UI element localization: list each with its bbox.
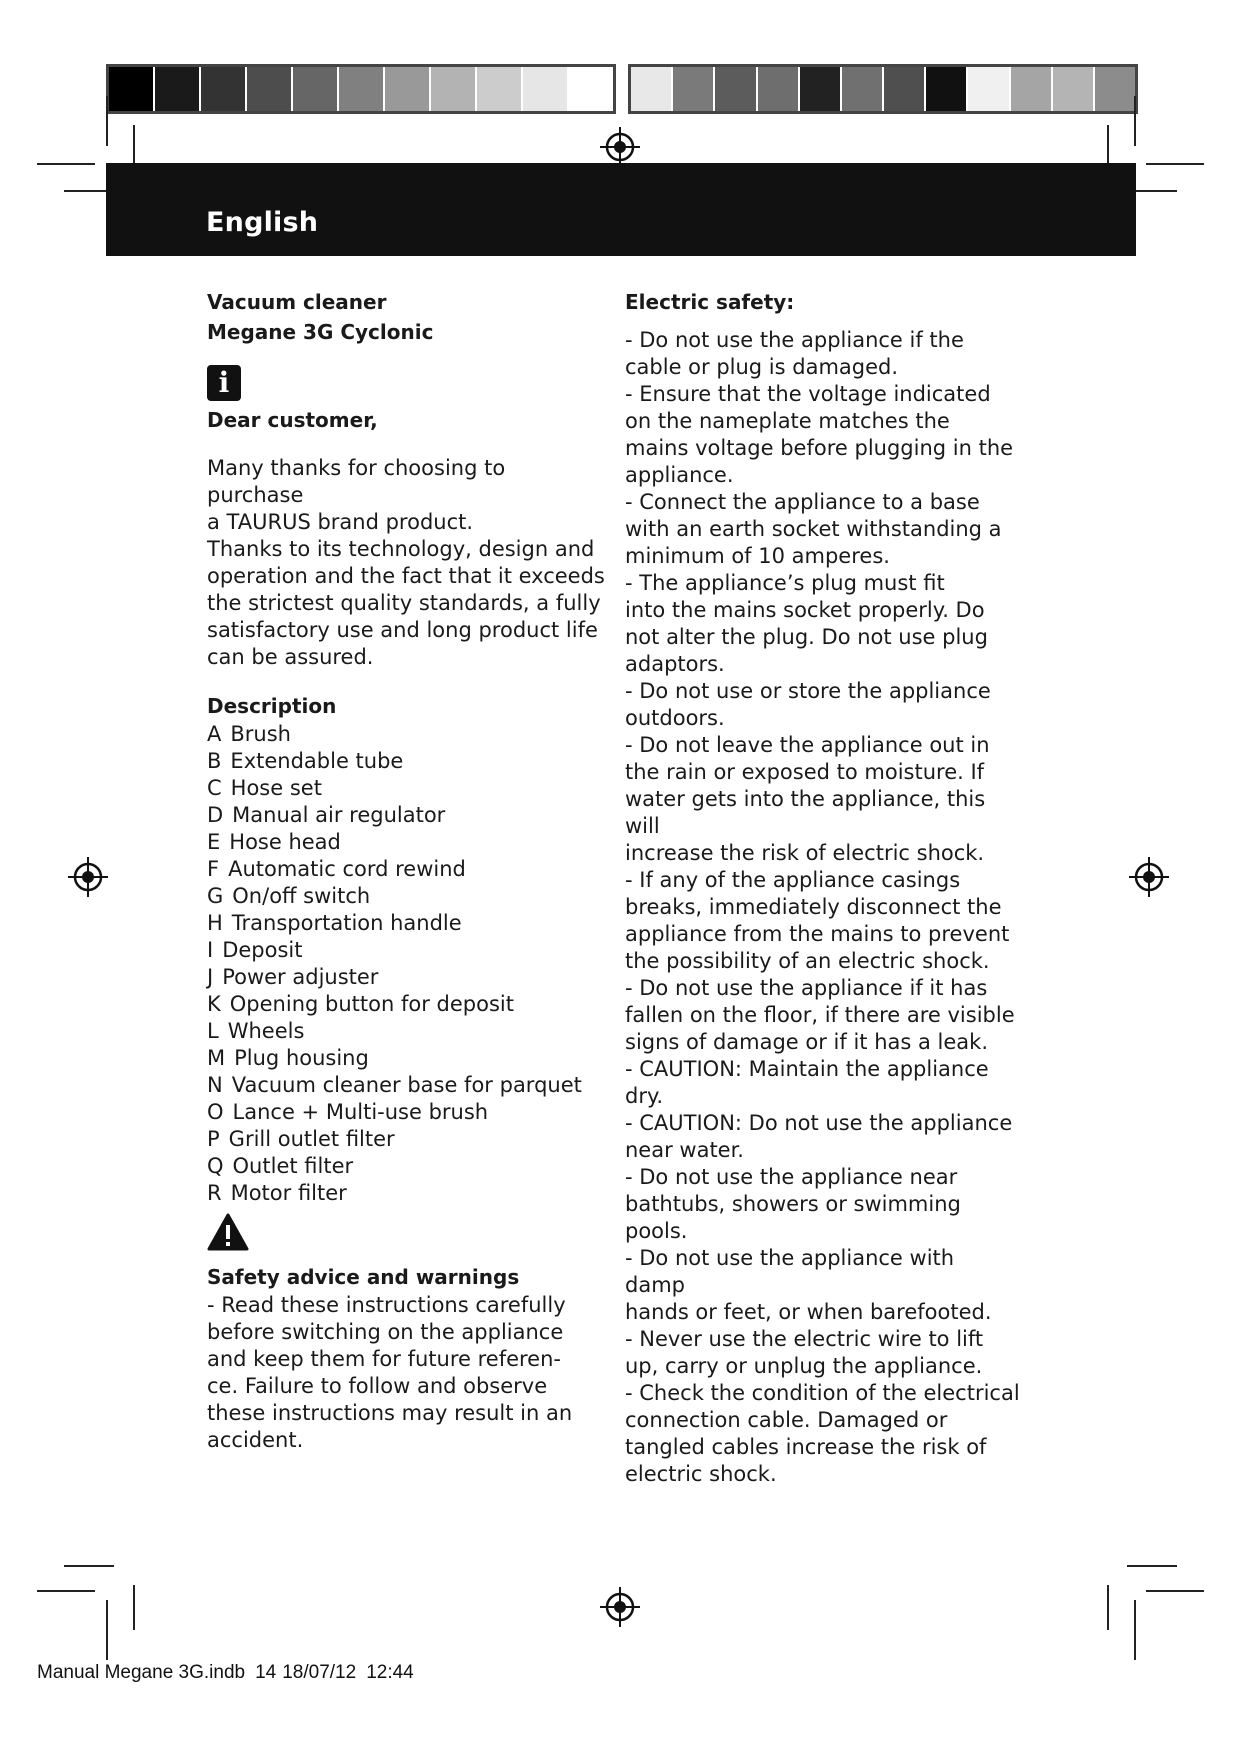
color-swatch (884, 67, 926, 111)
language-header (106, 163, 1136, 256)
safety-line: ce. Failure to follow and observe (207, 1374, 548, 1398)
crop-mark (64, 1565, 114, 1567)
intro-line: Many thanks for choosing to purchase (207, 456, 506, 507)
color-swatch (842, 67, 884, 111)
electric-safety-line: - Do not use or store the appliance (625, 679, 991, 703)
item-label: Hose set (230, 776, 322, 800)
list-item (207, 991, 607, 1018)
crop-mark (37, 163, 95, 165)
color-swatch (1053, 67, 1095, 111)
item-letter: F (207, 857, 220, 881)
item-letter: A (207, 722, 222, 746)
color-swatch (247, 67, 293, 111)
color-swatch (109, 67, 155, 111)
item-letter: P (207, 1127, 220, 1151)
crop-mark (1107, 1585, 1109, 1630)
electric-safety-line: - Do not leave the appliance out in (625, 733, 990, 757)
crop-mark (1146, 163, 1204, 165)
item-label: Motor filter (230, 1181, 347, 1205)
crop-mark (1127, 1565, 1177, 1567)
safety-line: and keep them for future referen- (207, 1347, 561, 1371)
electric-safety-line: minimum of 10 amperes. (625, 544, 890, 568)
item-label: Grill outlet filter (228, 1127, 395, 1151)
color-bar-right (628, 64, 1138, 114)
slug-time: 12:44 (366, 1662, 414, 1683)
color-swatch (523, 67, 569, 111)
list-item (207, 1072, 607, 1099)
registration-mark-icon (600, 1587, 640, 1627)
electric-safety-line: the rain or exposed to moisture. If (625, 760, 985, 784)
electric-safety-line: mains voltage before plugging in the (625, 436, 1014, 460)
electric-safety-line: breaks, immediately disconnect the (625, 895, 1002, 919)
electric-safety-line: not alter the plug. Do not use plug (625, 625, 988, 649)
list-item (207, 748, 607, 775)
electric-safety-list (625, 327, 1020, 1488)
item-label: Brush (230, 722, 291, 746)
electric-safety-line: cable or plug is damaged. (625, 355, 899, 379)
electric-safety-line: connection cable. Damaged or (625, 1408, 948, 1432)
list-item (207, 721, 607, 748)
item-label: Automatic cord rewind (228, 857, 466, 881)
electric-safety-line: - Do not use the appliance with damp (625, 1246, 955, 1297)
intro-line: can be assured. (207, 645, 374, 669)
electric-safety-line: adaptors. (625, 652, 725, 676)
list-item (207, 964, 607, 991)
safety-paragraph (207, 1292, 607, 1454)
color-swatch (155, 67, 201, 111)
electric-safety-line: tangled cables increase the risk of (625, 1435, 987, 1459)
electric-safety-line: electric shock. (625, 1462, 777, 1486)
item-label: Power adjuster (222, 965, 379, 989)
item-label: Manual air regulator (232, 803, 446, 827)
list-item (207, 856, 607, 883)
electric-safety-line: - Do not use the appliance if the (625, 328, 964, 352)
crop-mark (1134, 96, 1136, 146)
crop-mark (133, 1585, 135, 1630)
color-swatch (339, 67, 385, 111)
item-letter: N (207, 1073, 223, 1097)
safety-heading: Safety advice and warnings (207, 1265, 520, 1289)
color-swatch (758, 67, 800, 111)
intro-line: the strictest quality standards, a fully (207, 591, 601, 615)
color-swatch (385, 67, 431, 111)
item-label: Plug housing (234, 1046, 369, 1070)
registration-mark-icon (600, 127, 640, 167)
item-letter: D (207, 803, 224, 827)
item-letter: G (207, 884, 224, 908)
electric-safety-line: the possibility of an electric shock. (625, 949, 990, 973)
crop-mark (1146, 1590, 1204, 1592)
electric-safety-line: - CAUTION: Maintain the appliance (625, 1057, 989, 1081)
color-swatch (800, 67, 842, 111)
electric-safety-line: - Ensure that the voltage indicated (625, 382, 991, 406)
color-swatch (926, 67, 968, 111)
item-letter: L (207, 1019, 219, 1043)
item-letter: M (207, 1046, 226, 1070)
item-label: Hose head (229, 830, 341, 854)
list-item (207, 910, 607, 937)
color-bar-left (106, 64, 616, 114)
crop-mark (106, 96, 108, 146)
electric-safety-line: signs of damage or if it has a leak. (625, 1030, 988, 1054)
electric-safety-line: up, carry or unplug the appliance. (625, 1354, 983, 1378)
list-item (207, 1045, 607, 1072)
item-letter: K (207, 992, 221, 1016)
print-slug (37, 1662, 424, 1684)
item-label: Deposit (222, 938, 303, 962)
intro-line: Thanks to its technology, design and (207, 537, 595, 561)
list-item (207, 802, 607, 829)
color-swatch (293, 67, 339, 111)
list-item (207, 1099, 607, 1126)
color-swatch (968, 67, 1010, 111)
list-item (207, 937, 607, 964)
item-letter: R (207, 1181, 222, 1205)
color-swatch (631, 67, 673, 111)
safety-line: before switching on the appliance (207, 1320, 564, 1344)
color-swatch (431, 67, 477, 111)
greeting: Dear customer, (207, 408, 378, 432)
slug-page: 14 (255, 1662, 277, 1683)
electric-safety-line: appliance from the mains to prevent (625, 922, 1010, 946)
list-item (207, 1018, 607, 1045)
electric-safety-line: - CAUTION: Do not use the appliance (625, 1111, 1013, 1135)
description-list (207, 721, 607, 1207)
electric-safety-line: - If any of the appliance casings (625, 868, 961, 892)
electric-safety-line: - Do not use the appliance near (625, 1165, 958, 1189)
electric-safety-line: with an earth socket withstanding a (625, 517, 1002, 541)
list-item (207, 829, 607, 856)
item-label: Outlet filter (232, 1154, 354, 1178)
item-letter: E (207, 830, 221, 854)
item-label: On/off switch (232, 884, 371, 908)
safety-line: accident. (207, 1428, 304, 1452)
color-swatch (715, 67, 757, 111)
color-swatch (201, 67, 247, 111)
color-swatch (1095, 67, 1135, 111)
item-letter: C (207, 776, 222, 800)
item-letter: J (207, 965, 214, 989)
electric-safety-line: water gets into the appliance, this will (625, 787, 986, 838)
description-heading: Description (207, 694, 337, 718)
item-label: Wheels (227, 1019, 305, 1043)
intro-line: a TAURUS brand product. (207, 510, 474, 534)
electric-safety-line: fallen on the floor, if there are visible (625, 1003, 1015, 1027)
color-swatch (569, 67, 613, 111)
product-title-line2: Megane 3G Cyclonic (207, 320, 434, 344)
electric-safety-line: appliance. (625, 463, 734, 487)
slug-file: Manual Megane 3G.indb (37, 1662, 246, 1683)
product-title-line1: Vacuum cleaner (207, 290, 387, 314)
item-letter: H (207, 911, 223, 935)
electric-safety-line: into the mains socket properly. Do (625, 598, 985, 622)
electric-safety-line: - Connect the appliance to a base (625, 490, 980, 514)
list-item (207, 1126, 607, 1153)
safety-line: - Read these instructions carefully (207, 1293, 566, 1317)
color-swatch (673, 67, 715, 111)
item-label: Vacuum cleaner base for parquet (231, 1073, 582, 1097)
safety-line: these instructions may result in an (207, 1401, 573, 1425)
color-swatch (477, 67, 523, 111)
item-label: Extendable tube (230, 749, 404, 773)
electric-safety-line: - Do not use the appliance if it has (625, 976, 988, 1000)
electric-safety-line: - Never use the electric wire to lift (625, 1327, 984, 1351)
intro-paragraph (207, 455, 607, 671)
warning-icon (207, 1213, 249, 1251)
crop-mark (37, 1590, 95, 1592)
info-icon: i (207, 365, 241, 401)
electric-safety-line: - The appliance’s plug must fit (625, 571, 945, 595)
item-label: Transportation handle (231, 911, 462, 935)
list-item (207, 775, 607, 802)
registration-mark-icon (68, 857, 108, 897)
item-letter: B (207, 749, 222, 773)
right-column (625, 287, 1020, 1488)
electric-safety-line: near water. (625, 1138, 744, 1162)
crop-mark (106, 1600, 108, 1660)
electric-safety-line: bathtubs, showers or swimming pools. (625, 1192, 961, 1243)
electric-safety-line: outdoors. (625, 706, 725, 730)
intro-line: satisfactory use and long product life (207, 618, 598, 642)
electric-safety-line: increase the risk of electric shock. (625, 841, 985, 865)
electric-safety-line: - Check the condition of the electrical (625, 1381, 1020, 1405)
item-letter: I (207, 938, 214, 962)
item-letter: O (207, 1100, 224, 1124)
intro-line: operation and the fact that it exceeds (207, 564, 605, 588)
item-label: Lance + Multi-use brush (232, 1100, 489, 1124)
electric-safety-line: hands or feet, or when barefooted. (625, 1300, 992, 1324)
header-title: English (206, 207, 319, 238)
item-letter: Q (207, 1154, 224, 1178)
list-item (207, 883, 607, 910)
left-column (207, 287, 607, 1454)
electric-safety-heading: Electric safety: (625, 290, 795, 314)
electric-safety-line: on the nameplate matches the (625, 409, 950, 433)
crop-mark (1134, 1600, 1136, 1660)
registration-mark-icon (1129, 857, 1169, 897)
color-swatch (1011, 67, 1053, 111)
electric-safety-line: dry. (625, 1084, 664, 1108)
list-item (207, 1180, 607, 1207)
slug-date: 18/07/12 (282, 1662, 357, 1683)
list-item (207, 1153, 607, 1180)
item-label: Opening button for deposit (229, 992, 514, 1016)
